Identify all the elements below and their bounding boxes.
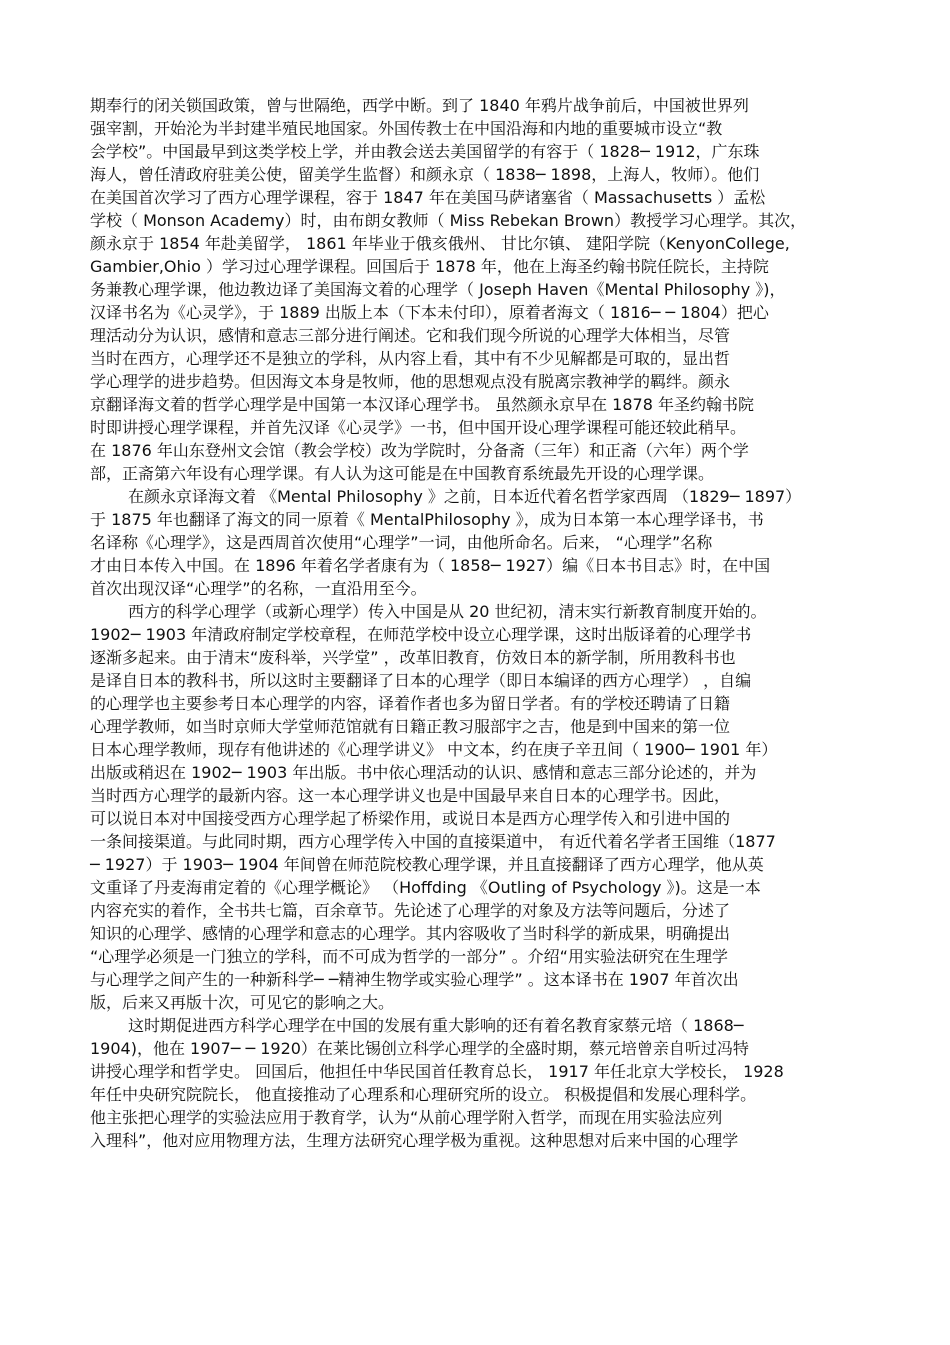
text-line: 1902─ 1903 年清政府制定学校章程，在师范学校中设立心理学课，这时出版译着的心理学书: [90, 625, 752, 644]
text-line: 心理学教师，如当时京师大学堂师范馆就有日籍正教习服部宇之吉，他是到中国来的第一位: [90, 717, 731, 736]
text-line: 在颜永京译海文着 《Mental Philosophy 》之前，日本近代着名哲学家西周 （1829─ 1897）: [128, 487, 802, 506]
text-line: 内容充实的着作，全书共七篇，百余章节。先论述了心理学的对象及方法等问题后，分述了: [90, 901, 731, 920]
text-line: 当时西方心理学的最新内容。这一本心理学讲义也是中国最早来自日本的心理学书。因此，: [90, 786, 731, 805]
text-line: 入理科”，他对应用物理方法，生理方法研究心理学极为重视。这种思想对后来中国的心理学: [90, 1131, 739, 1150]
text-line: 理活动分为认识，感情和意志三部分进行阐述。它和我们现今所说的心理学大体相当，尽管: [90, 326, 731, 345]
text-line: 讲授心理学和哲学史。 回国后，他担任中华民国首任教育总长， 1917 年任北京大学校长， 1928: [90, 1062, 784, 1081]
text-line: 版，后来又再版十次，可见它的影响之大。: [90, 993, 395, 1012]
text-line: 这时期促进西方科学心理学在中国的发展有重大影响的还有着名教育家蔡元培（ 1868─: [128, 1016, 744, 1035]
text-line: 一条间接渠道。与此同时期，西方心理学传入中国的直接渠道中， 有近代着名学者王国维（1877: [90, 832, 776, 851]
text-line: 年任中央研究院院长， 他直接推动了心理系和心理研究所的设立。 积极提倡和发展心理科学。: [90, 1085, 757, 1104]
text-line: 他主张把心理学的实验法应用于教育学，认为“从前心理学附入哲学，而现在用实验法应列: [90, 1108, 723, 1127]
text-line: 的心理学也主要参考日本心理学的内容，译着作者也多为留日学者。有的学校还聘请了日籍: [90, 694, 731, 713]
text-line: 学心理学的进步趋势。但因海文本身是牧师，他的思想观点没有脱离宗教神学的羁绊。颜永: [90, 372, 731, 391]
text-line: 日本心理学教师，现存有他讲述的《心理学讲义》 中文本，约在庚子辛丑间（ 1900─ 1901 年）: [90, 740, 778, 759]
text-line: 与心理学之间产生的一种新科学─ ─精神生物学或实验心理学” 。这本译书在 1907 年首次出: [90, 970, 739, 989]
text-line: 名译称《心理学》，这是西周首次使用“心理学”一词，由他所命名。后来， “心理学”名称: [90, 533, 713, 552]
text-line: 于 1875 年也翻译了海文的同一原着《 MentalPhilosophy 》，成为日本第一本心理学译书，书: [90, 510, 764, 529]
text-line: 逐渐多起来。由于清末“废科举，兴学堂” ，改革旧教育，仿效日本的新学制，所用教科书也: [90, 648, 736, 667]
text-line: 首次出现汉译“心理学”的名称，一直沿用至今。: [90, 579, 427, 598]
text-line: 期奉行的闭关锁国政策，曾与世隔绝，西学中断。到了 1840 年鸦片战争前后，中国被世界列: [90, 96, 749, 115]
text-line: 颜永京于 1854 年赴美留学， 1861 年毕业于俄亥俄州、 甘比尔镇、 建阳学院（KenyonCollege,: [90, 234, 790, 253]
text-line: 是译自日本的教科书，所以这时主要翻译了日本的心理学（即日本编译的西方心理学） ，自编: [90, 671, 752, 690]
text-line: 出版或稍迟在 1902─ 1903 年出版。书中依心理活动的认识、感情和意志三部分论述的，并为: [90, 763, 757, 782]
text-line: 在美国首次学习了西方心理学课程，容于 1847 年在美国马萨诸塞省（ Massachusetts ）孟松: [90, 188, 766, 207]
text-line: 会学校”。中国最早到这类学校上学，并由教会送去美国留学的有容于（ 1828─ 1912，广东珠: [90, 142, 760, 161]
text-line: 海人，曾任清政府驻美公使，留美学生监督）和颜永京（ 1838─ 1898，上海人，牧师）。他们: [90, 165, 760, 184]
text-line: 京翻译海文着的哲学心理学是中国第一本汉译心理学书。 虽然颜永京早在 1878 年圣约翰书院: [90, 395, 754, 414]
text-line: ─ 1927）于 1903─ 1904 年间曾在师范院校教心理学课，并且直接翻译了西方心理学，他从英: [90, 855, 764, 874]
text-line: 可以说日本对中国接受西方心理学起了桥梁作用，或说日本是西方心理学传入和引进中国的: [90, 809, 731, 828]
text-line: 西方的科学心理学（或新心理学）传入中国是从 20 世纪初，清末实行新教育制度开始的。: [128, 602, 767, 621]
text-line: 才由日本传入中国。在 1896 年着名学者康有为（ 1858─ 1927）编《日本书目志》时，在中国: [90, 556, 771, 575]
text-line: 1904)，他在 1907─ ─ 1920）在莱比锡创立科学心理学的全盛时期，蔡元培曾亲自听过冯特: [90, 1039, 749, 1058]
text-line: “心理学必须是一门独立的学科，而不可成为哲学的一部分” 。介绍“用实验法研究在生理学: [90, 947, 728, 966]
text-line: 当时在西方，心理学还不是独立的学科，从内容上看，其中有不少见解都是可取的，显出哲: [90, 349, 731, 368]
text-line: 在 1876 年山东登州文会馆（教会学校）改为学院时，分备斋（三年）和正斋（六年）两个学: [90, 441, 749, 460]
text-line: 知识的心理学、感情的心理学和意志的心理学。其内容吸收了当时科学的新成果，明确提出: [90, 924, 731, 943]
text-line: 学校（ Monson Academy）时，由布朗女教师（ Miss Rebekan Brown）教授学习心理学。其次，: [90, 211, 807, 230]
text-line: Gambier,Ohio ）学习过心理学课程。回国后于 1878 年，他在上海圣约翰书院任院长，主持院: [90, 257, 769, 276]
text-line: 时即讲授心理学课程，并首先汉译《心灵学》一书，但中国开设心理学课程可能还较此稍早。: [90, 418, 747, 437]
text-line: 汉译书名为《心灵学》，于 1889 出版上本（下本未付印），原着者海文（ 1816─ ─ 1804）把心: [90, 303, 769, 322]
text-line: 务兼教心理学课，他边教边译了美国海文着的心理学（ Joseph Haven《Mental Philosophy 》)，: [90, 280, 786, 299]
text-line: 强宰割，开始沦为半封建半殖民地国家。外国传教士在中国沿海和内地的重要城市设立“教: [90, 119, 723, 138]
text-line: 部，正斋第六年设有心理学课。有人认为这可能是在中国教育系统最先开设的心理学课。: [90, 464, 715, 483]
body-text: [90, 94, 870, 1152]
text-line: 文重译了丹麦海甫定着的《心理学概论》 （Hoffding 《Outling of Psychology 》)。这是一本: [90, 878, 761, 897]
